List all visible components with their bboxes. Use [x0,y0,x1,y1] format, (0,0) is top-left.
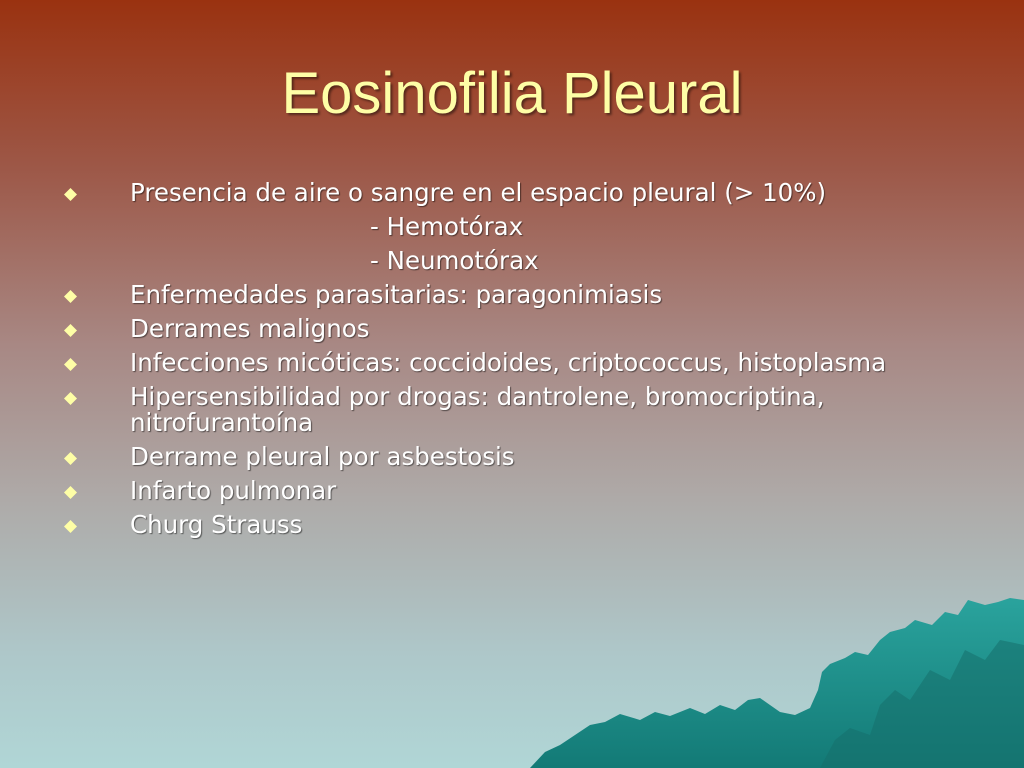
list-item [60,282,990,308]
list-item-text: Derrames malignos [130,314,370,343]
list-item-text: Presencia de aire o sangre en el espacio pleural (> 10%) [130,178,827,207]
diamond-bullet-icon [64,486,77,499]
sub-item: - Neumotórax [370,246,539,275]
list-item-text: Infecciones micóticas: coccidoides, criptococcus, histoplasma [130,348,887,377]
diamond-bullet-icon [64,324,77,337]
list-item [60,180,990,206]
bullet-list [60,180,990,546]
diamond-bullet-icon [64,520,77,533]
list-item [60,478,990,504]
diamond-bullet-icon [64,290,77,303]
diamond-bullet-icon [64,188,77,201]
diamond-bullet-icon [64,358,77,371]
list-item-text: Enfermedades parasitarias: paragonimiasis [130,280,663,309]
list-item-text: Infarto pulmonar [130,476,337,505]
diamond-bullet-icon [64,392,77,405]
list-item-text: Churg Strauss [130,510,303,539]
list-item [60,384,990,436]
list-item-text: Derrame pleural por asbestosis [130,442,515,471]
diamond-bullet-icon [64,452,77,465]
list-item-text: Hipersensibilidad por drogas: dantrolene, bromocriptina, nitrofurantoína [130,382,825,437]
sub-item: - Hemotórax [370,212,524,241]
list-item [60,444,990,470]
list-item [60,512,990,538]
list-item [60,316,990,342]
slide-title: Eosinofilia Pleural [281,61,743,126]
list-item [60,350,990,376]
